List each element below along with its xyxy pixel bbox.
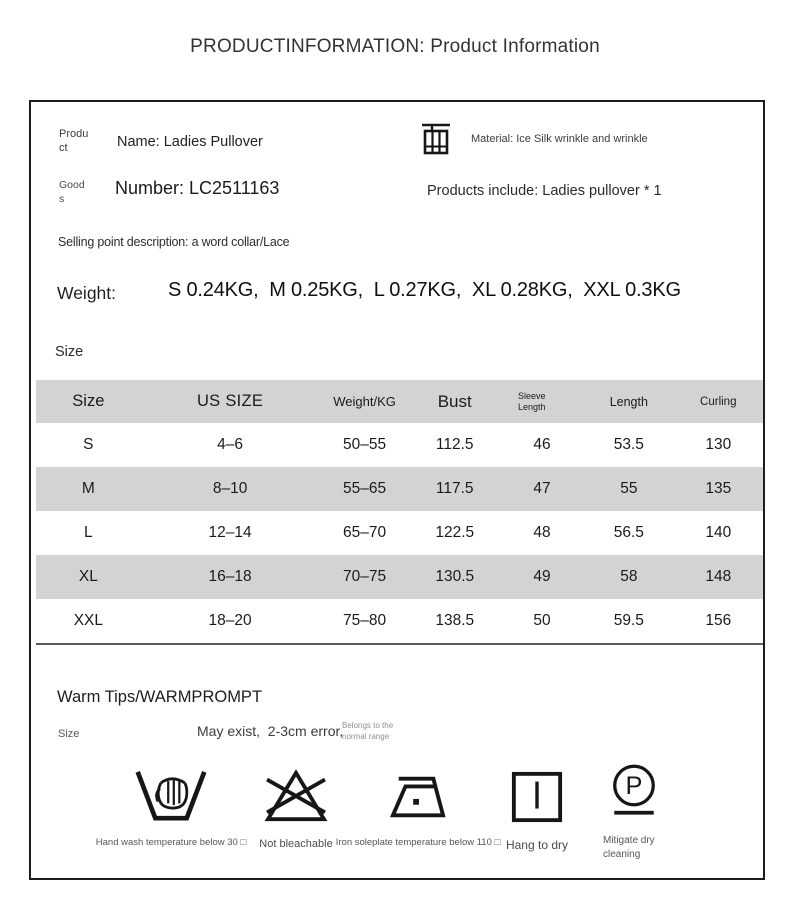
fabric-character-icon — [419, 121, 453, 157]
goods-label: Goods — [59, 179, 85, 205]
table-cell: 55–65 — [343, 480, 387, 497]
table-cell: 135 — [705, 480, 732, 497]
table-row — [36, 423, 763, 467]
page-title: PRODUCTINFORMATION: Product Information — [190, 36, 600, 57]
hand-wash-icon — [134, 762, 208, 824]
table-cell: 56.5 — [613, 524, 644, 541]
product-label: Product — [59, 128, 89, 155]
table-cell: 70–75 — [343, 568, 387, 585]
iron-low-temp-icon — [386, 762, 450, 824]
table-cell: 138.5 — [435, 612, 475, 629]
table-cell: 117.5 — [435, 480, 474, 497]
column-header: Length — [609, 394, 648, 409]
table-row — [36, 467, 763, 511]
column-header: Weight/KG — [333, 394, 396, 409]
table-cell: 12–14 — [208, 524, 252, 541]
table-row — [36, 511, 763, 555]
care-label: Not bleachable — [259, 838, 333, 850]
product-name: Name: Ladies Pullover — [117, 134, 263, 150]
warm-tips-text: May exist, 2-3cm error, — [197, 723, 344, 739]
column-header: Sleeve Length — [517, 390, 546, 412]
hang-to-dry-icon — [510, 762, 564, 824]
table-cell: 18–20 — [208, 612, 252, 629]
dry-clean-p-letter: P — [625, 771, 643, 800]
size-table — [36, 380, 763, 645]
table-cell: 49 — [533, 568, 551, 585]
table-cell: 130 — [705, 436, 732, 453]
material-text: Material: Ice Silk wrinkle and wrinkle — [471, 133, 648, 145]
products-include: Products include: Ladies pullover * 1 — [427, 183, 662, 199]
weight-label: Weight: — [57, 283, 117, 303]
table-cell: 140 — [705, 524, 732, 541]
table-cell: 75–80 — [343, 612, 387, 629]
care-label: Hang to dry — [505, 838, 569, 852]
table-cell: 122.5 — [435, 524, 475, 541]
table-cell: 50–55 — [343, 436, 387, 453]
goods-number: Number: LC2511163 — [115, 178, 280, 198]
size-section-label: Size — [55, 344, 84, 360]
care-item-hand-wash — [91, 762, 251, 850]
table-cell: 4–6 — [217, 436, 244, 453]
table-cell: M — [81, 480, 95, 497]
table-cell: XXL — [73, 612, 103, 629]
weight-values: S 0.24KG, M 0.25KG, L 0.27KG, XL 0.28KG, XXL 0.3KG — [168, 279, 681, 301]
column-header: US SIZE — [196, 392, 264, 410]
table-cell: 50 — [533, 612, 551, 629]
size-table-header-row — [36, 380, 763, 423]
column-header: Bust — [437, 391, 472, 411]
column-header: Curling — [700, 395, 737, 408]
warm-tips-note: Belongs to the normal range — [342, 721, 394, 741]
table-cell: 48 — [533, 524, 551, 541]
warm-tips-heading: Warm Tips/WARMPROMPT — [57, 688, 263, 706]
table-cell: 112.5 — [435, 436, 474, 453]
care-item-hang-dry — [482, 762, 592, 853]
table-cell: 16–18 — [208, 568, 252, 585]
warm-tips-size-label: Size — [58, 728, 80, 740]
no-bleach-icon — [264, 762, 328, 824]
table-cell: 58 — [620, 568, 638, 585]
reduced-dry-clean-icon — [607, 762, 661, 824]
table-cell: 156 — [705, 612, 732, 629]
table-cell: 53.5 — [613, 436, 644, 453]
care-label: Iron soleplate temperature below 110 □ — [335, 837, 501, 848]
table-cell: 130.5 — [435, 568, 475, 585]
table-row — [36, 599, 763, 643]
care-item-reduced-dry-clean — [589, 762, 679, 861]
table-cell: 8–10 — [212, 480, 248, 497]
care-label: Mitigate dry cleaning — [603, 835, 655, 860]
care-label: Hand wash temperature below 30 □ — [95, 837, 247, 848]
selling-point-description: Selling point description: a word collar/Lace — [58, 235, 290, 249]
table-cell: S — [83, 436, 94, 453]
table-cell: 59.5 — [613, 612, 644, 629]
table-cell: 65–70 — [343, 524, 387, 541]
table-cell: 148 — [705, 568, 732, 585]
table-cell: 47 — [533, 480, 551, 497]
table-cell: XL — [78, 568, 98, 585]
table-cell: 55 — [620, 480, 638, 497]
care-item-iron-low — [333, 762, 503, 850]
table-cell: L — [84, 524, 93, 541]
table-row — [36, 555, 763, 599]
table-cell: 46 — [533, 436, 551, 453]
column-header: Size — [72, 392, 105, 410]
product-info-panel — [29, 100, 765, 880]
